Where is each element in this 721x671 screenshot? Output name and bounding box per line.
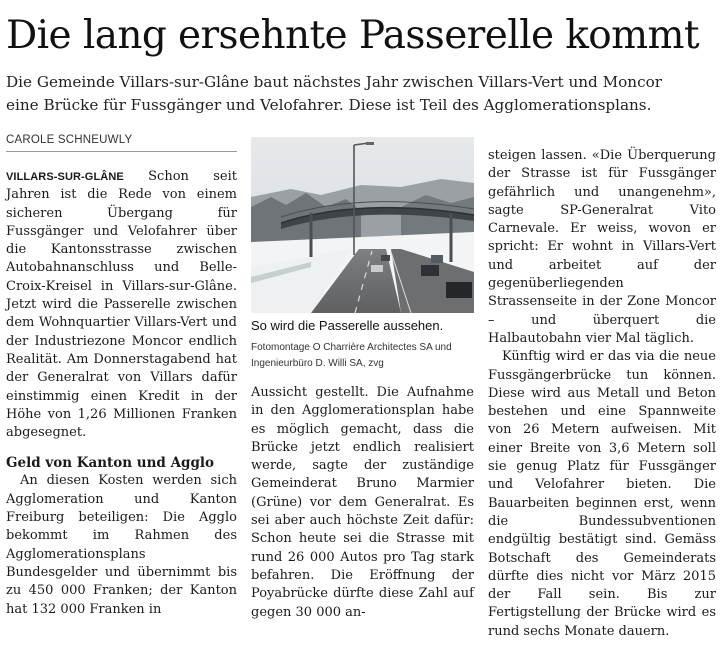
column-3-paragraph-1: steigen lassen. «Die Überquerung der Strasse ist für Fussgänger gefährlich und unangenehm», sagte SP-Generalrat Vito Carnevale. Er weiss, wovon er spricht: Er wohnt in Villars-Vert und arbeitet auf der gegenüberliegenden Strassenseite in der Zone Moncor – und überquert die Halbautobahn vier Mal täglich.: [488, 148, 716, 346]
dateline: VILLARS-SUR-GLÂNE: [6, 171, 124, 183]
subheading: Geld von Kanton und Agglo: [6, 455, 215, 472]
article-column-1: [6, 168, 237, 619]
photo-caption: So wird die Passerelle aussehen.: [251, 318, 444, 333]
column-3-paragraph-2: Künftig wird er das via die neue Fussgängerbrücke tun können. Diese wird aus Metall und Beton bestehen und eine Spannweite von 26 Metern aufweisen. Mit einer Breite von 3,6 Metern soll sie genug Platz für Fussgänger und Velofahrer bieten. Die Bauarbeiten beginnen erst, wenn die Bundessubventionen endgültig bestätigt sind. Gemäss Botschaft des Gemeinderats dürfte dies nicht vor März 2015 der Fall sein. Bis zur Fertigstellung der Brücke wird es rund sechs Monate dauern.: [488, 349, 716, 639]
byline: CAROLE SCHNEUWLY: [6, 134, 133, 146]
lead-paragraph: [6, 71, 718, 117]
headline: Die lang ersehnte Passerelle kommt: [6, 13, 699, 58]
column-1-paragraph-2: An diesen Kosten werden sich Agglomeration und Kanton Freiburg beteiligen: Die Agglo bekommt im Rahmen des Agglomerationsplans Bundesgelder und übernimmt bis zu 450 000 Franken; der Kanton hat 132 000 Franken in: [6, 473, 237, 617]
photo-credit: Fotomontage O Charrière Architectes SA und Ingenieurbüro D. Willi SA, zvg: [251, 342, 452, 369]
bridge-photo: [251, 137, 474, 313]
article-column-3: [488, 147, 716, 641]
column-1-paragraph-1: Schon seit Jahren ist die Rede von einem sicheren Übergang für Fussgänger und Velofahrer über die Kantonsstrasse zwischen Autobahnanschluss und Belle-Croix-Kreisel in Villars-sur-Glâne. Jetzt wird die Passerelle zwischen dem Wohnquartier Villars-Vert und der Industriezone Moncor endlich Realität. Am Donnerstagabend hat der Generalrat von Villars dafür einstimmig einen Kredit in der Höhe von 1,26 Millionen Franken abgesegnet.: [6, 169, 237, 441]
lead-line-2: eine Brücke für Fussgänger und Velofahrer. Diese ist Teil des Agglomerationsplans.: [6, 96, 652, 114]
lead-line-1: Die Gemeinde Villars-sur-Glâne baut nächstes Jahr zwischen Villars-Vert und Moncor: [6, 73, 662, 91]
article-column-2: [251, 384, 474, 622]
column-2-paragraph-1: Aussicht gestellt. Die Aufnahme in den Agglomerationsplan habe es möglich gemacht, dass die Brücke jetzt endlich realisiert werde, sagte der zuständige Gemeinderat Bruno Marmier (Grüne) vor dem Generalrat. Es sei aber auch höchste Zeit dafür: Schon heute sei die Strasse mit rund 26 000 Autos pro Tag stark befahren. Die Eröffnung der Poyabrücke dürfte diese Zahl auf gegen 30 000 an-: [251, 385, 474, 620]
byline-rule: [6, 151, 237, 152]
